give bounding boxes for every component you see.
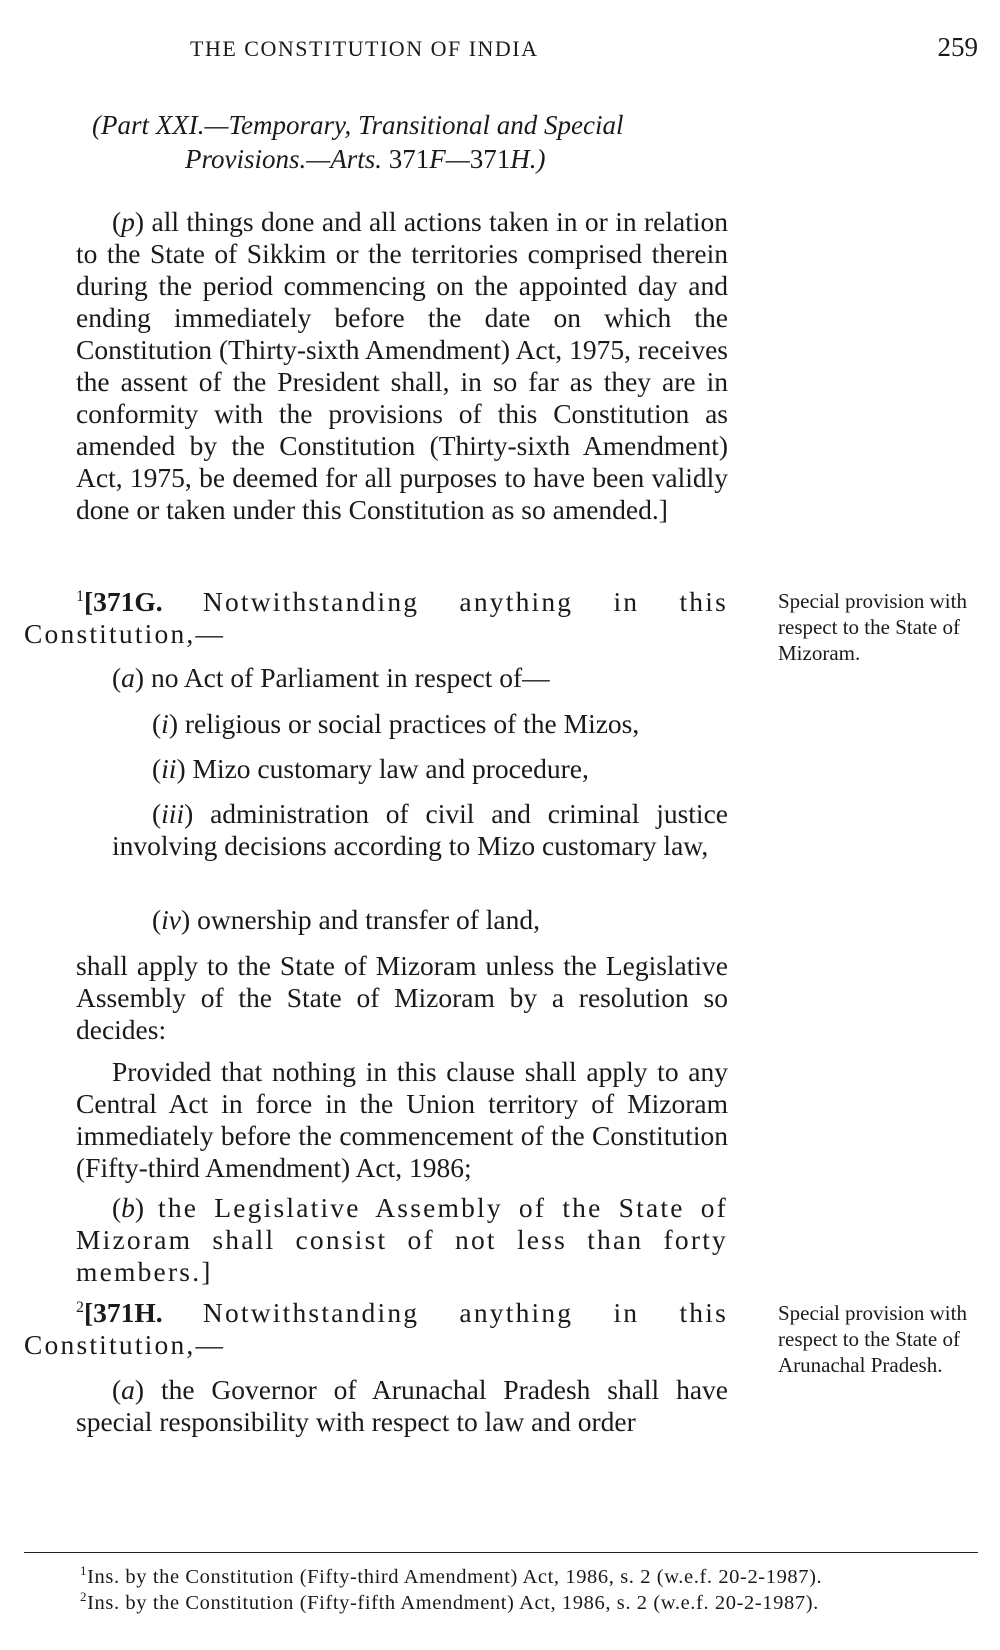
part-heading-line-1: (Part XXI.—Temporary, Transitional and Special — [92, 110, 624, 140]
running-title: THE CONSTITUTION OF INDIA — [190, 36, 539, 61]
footnote-divider — [24, 1552, 978, 1553]
page-number: 259 — [937, 32, 978, 62]
article-371h-opening: $^2$[371H. Notwithstanding anything in this Constitution,— — [24, 1297, 728, 1360]
article-number: 371G. — [93, 586, 163, 617]
list-item: (i) religious or social practices of the Mizos, — [152, 708, 640, 739]
marginal-note-371h: Special provision with respect to the State of Arunachal Pradesh. — [778, 1301, 967, 1377]
footnote-ref: 2 — [76, 1298, 84, 1316]
clause-label: p — [121, 206, 135, 237]
article-371g-proviso: Provided that nothing in this clause shall apply to any Central Act in force in the Union territory of Mizoram immediately before the commencement of the Constitution (Fifty-third Amendment) Act, 1986; — [76, 1056, 728, 1183]
list-item: (ii) Mizo customary law and procedure, — [152, 753, 589, 784]
footnote: $^1$Ins. by the Constitution (Fifty-third Amendment) Act, 1986, s. 2 (w.e.f. 20-2-1987). — [80, 1563, 823, 1588]
article-371g-opening: $^1$[371G. Notwithstanding anything in this Constitution,— — [24, 586, 728, 649]
list-item: (iv) ownership and transfer of land, — [152, 904, 540, 935]
part-heading — [92, 108, 624, 176]
article-number: 371H. — [93, 1297, 163, 1328]
article-371h-clause-a: (a) the Governor of Arunachal Pradesh shall have special responsibility with respect to law and order — [76, 1374, 728, 1437]
footnote-ref: 1 — [76, 587, 84, 605]
article-371g-clause-b: (b) the Legislative Assembly of the State of Mizoram shall consist of not less than forty members.] — [76, 1192, 728, 1287]
marginal-note-371g: Special provision with respect to the State of Mizoram. — [778, 589, 967, 665]
article-371g-clause-a: (a) no Act of Parliament in respect of— — [112, 662, 550, 693]
part-heading-line-2: Provisions.—Arts. 371F—371H.) — [185, 144, 546, 174]
clause-p: (p) all things done and all actions taken in or in relation to the State of Sikkim or the territories comprised therein during the period commencing on the appointed day and ending immediately before the date on which the Constitution (Thirty-sixth Amendment) Act, 1975, receives the assent of the President shall, in so far as they are in conformity with the provisions of this Constitution as amended by the Constitution (Thirty-sixth Amendment) Act, 1975, be deemed for all purposes to have been validly done or taken under this Constitution as so amended.] — [76, 206, 728, 525]
footnote: $^2$Ins. by the Constitution (Fifty-fifth Amendment) Act, 1986, s. 2 (w.e.f. 20-2-1987). — [80, 1589, 819, 1614]
article-371g-apply-text: shall apply to the State of Mizoram unless the Legislative Assembly of the State of Mizoram by a resolution so decides: — [76, 950, 728, 1045]
list-item: (iii) administration of civil and criminal justice involving decisions according to Mizo customary law, — [112, 798, 728, 861]
